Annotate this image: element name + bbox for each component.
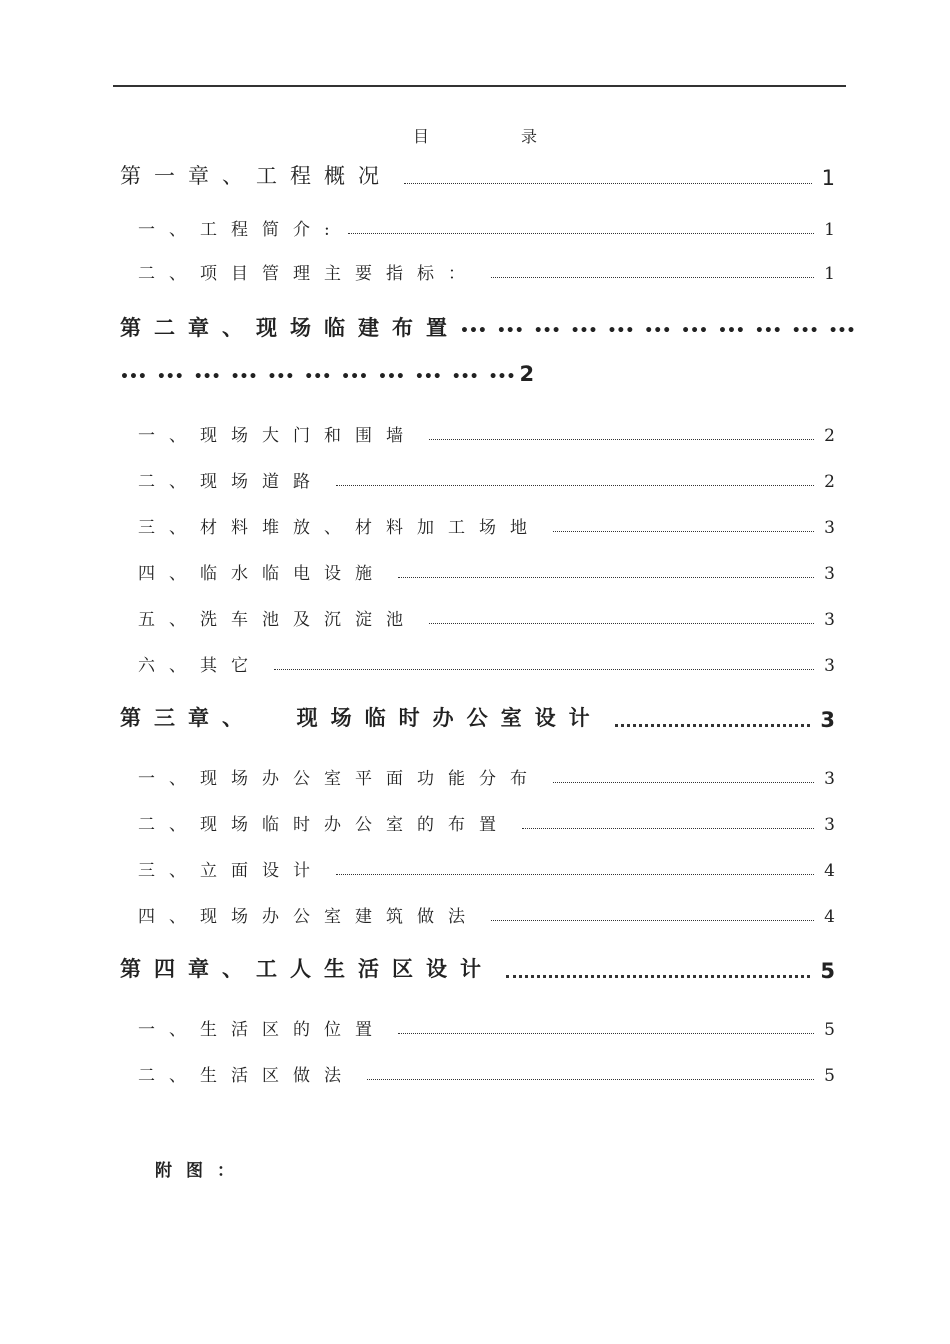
toc-title-left: 目: [412, 127, 429, 146]
toc-entry-page: 1: [824, 220, 835, 240]
toc-entry-page: 3: [824, 564, 835, 584]
toc-entry-3-3[interactable]: [138, 853, 835, 881]
leader-dots: [367, 1079, 814, 1080]
toc-entry-label: 六、其它: [138, 656, 262, 676]
toc-entry-2-6[interactable]: [138, 648, 835, 676]
toc-entry-page: 2: [824, 472, 835, 492]
leader-dots: [336, 874, 814, 875]
toc-entry-page: 1: [824, 264, 835, 284]
toc-entry-label: 第四章、工人生活区设计: [120, 957, 494, 981]
toc-entry-page: 3: [824, 656, 835, 676]
toc-entry-label: 一、现场办公室平面功能分布: [138, 769, 541, 789]
toc-entry-page: 2: [824, 426, 835, 446]
toc-entry-1-2[interactable]: [138, 256, 835, 284]
toc-title-right: 录: [521, 127, 538, 146]
toc-entry-chapter-3[interactable]: [120, 704, 835, 732]
toc-entry-page: 3: [824, 769, 835, 789]
toc-title: [0, 124, 950, 147]
toc-entry-label: 一、工程简介:: [138, 220, 344, 240]
leader-dots: [553, 531, 814, 532]
toc-entry-2-5[interactable]: [138, 602, 835, 630]
toc-entry-2-1[interactable]: [138, 418, 835, 446]
toc-entry-page: 1: [821, 166, 835, 190]
leader-dots: [491, 277, 814, 278]
toc-entry-page: 3: [824, 815, 835, 835]
toc-entry-page: 5: [820, 959, 835, 983]
leader-dots: [429, 623, 814, 624]
leader-dots: [506, 975, 810, 978]
leader-dots: [553, 782, 814, 783]
toc-entry-chapter-4[interactable]: [120, 955, 835, 983]
toc-entry-label: 二、生活区做法: [138, 1066, 355, 1086]
toc-entry-label: 第一章、工程概况: [120, 164, 392, 188]
leader-dots: [348, 233, 814, 234]
toc-entry-page: 4: [824, 861, 835, 881]
toc-entry-3-2[interactable]: [138, 807, 835, 835]
toc-entry-4-1[interactable]: [138, 1012, 835, 1040]
toc-entry-chapter-1[interactable]: [120, 162, 835, 190]
leader-ellipsis: ••• ••• ••• ••• ••• ••• ••• ••• ••• ••• •••: [120, 369, 516, 385]
toc-entry-2-3[interactable]: [138, 510, 835, 538]
leader-dots: [491, 920, 814, 921]
header-rule: [113, 85, 846, 87]
toc-entry-label: 一、现场大门和围墙: [138, 426, 417, 446]
toc-entry-label: 第三章、 现场临时办公室设计: [120, 706, 603, 730]
toc-entry-label: 四、现场办公室建筑做法: [138, 907, 479, 927]
leader-dots: [274, 669, 814, 670]
leader-dots: [336, 485, 814, 486]
toc-entry-page: 4: [824, 907, 835, 927]
toc-entry-page: 3: [824, 518, 835, 538]
leader-ellipsis: ••• ••• ••• ••• ••• ••• ••• ••• ••• ••• •••: [460, 323, 856, 339]
leader-dots: [398, 577, 814, 578]
toc-entry-label: 三、材料堆放、材料加工场地: [138, 518, 541, 538]
toc-entry-label: 四、临水临电设施: [138, 564, 386, 584]
toc-entry-label: 第二章、现场临建布置: [120, 316, 460, 340]
toc-entry-label: 二、项目管理主要指标：: [138, 264, 479, 284]
toc-entry-label: 二、现场临时办公室的布置: [138, 815, 510, 835]
toc-entry-page: 5: [824, 1066, 835, 1086]
toc-entry-1-1[interactable]: [138, 212, 835, 240]
leader-dots: [615, 724, 811, 727]
leader-dots: [522, 828, 814, 829]
leader-dots: [398, 1033, 814, 1034]
leader-dots: [429, 439, 814, 440]
toc-entry-4-2[interactable]: [138, 1058, 835, 1086]
leader-dots: [404, 183, 812, 184]
toc-entry-2-2[interactable]: [138, 464, 835, 492]
toc-entry-page: 3: [820, 708, 835, 732]
toc-entry-page: 5: [824, 1020, 835, 1040]
toc-entry-chapter-2-cont[interactable]: [120, 362, 534, 386]
toc-entry-3-4[interactable]: [138, 899, 835, 927]
toc-entry-label: 一、生活区的位置: [138, 1020, 386, 1040]
toc-entry-label: 五、洗车池及沉淀池: [138, 610, 417, 630]
toc-entry-2-4[interactable]: [138, 556, 835, 584]
toc-entry-page: 3: [824, 610, 835, 630]
toc-entry-3-1[interactable]: [138, 761, 835, 789]
attachment-label: 附图：: [155, 1161, 248, 1181]
toc-entry-page: 2: [519, 362, 535, 386]
toc-entry-label: 二、现场道路: [138, 472, 324, 492]
toc-entry-chapter-2[interactable]: [120, 312, 865, 342]
toc-entry-label: 三、立面设计: [138, 861, 324, 881]
